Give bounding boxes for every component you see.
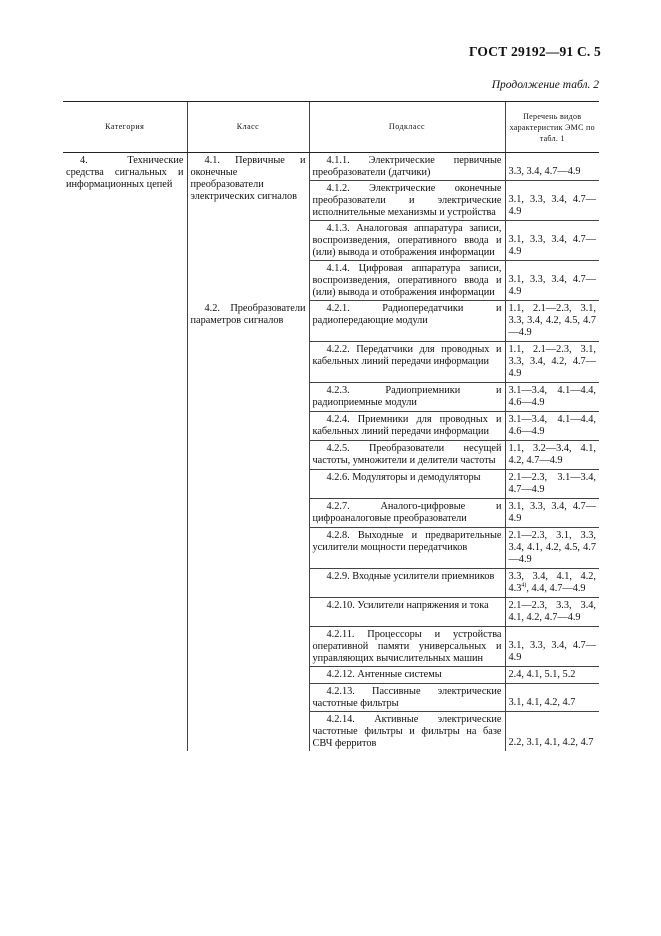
page-header: ГОСТ 29192—91 С. 5: [468, 44, 601, 59]
table-continuation-label: Продолжение табл. 2: [491, 79, 599, 91]
emc-reference-cell: 3.3, 3.4, 4.7—4.9: [505, 153, 599, 181]
subclass-cell: 4.2.13. Пассивные электрические частотные фильтры: [309, 684, 505, 712]
category-cell: 4. Технические средства сигнальных и информационных цепей: [66, 155, 184, 190]
emc-reference-cell: 3.1, 3.3, 3.4, 4.7—4.9: [505, 261, 599, 301]
table-header-row: [63, 102, 599, 153]
subclass-cell: 4.1.4. Цифровая аппаратура записи, воспроизведения, оперативного ввода и (или) вывода и отображения информации: [309, 261, 505, 301]
emc-reference-cell: 3.1, 4.1, 4.2, 4.7: [505, 684, 599, 712]
subclass-cell: 4.2.4. Приемники для проводных и кабельных линий передачи информации: [309, 412, 505, 441]
emc-reference-cell: 2.1—2.3, 3.3, 3.4, 4.1, 4.2, 4.7—4.9: [505, 598, 599, 627]
subclass-cell: 4.2.2. Передатчики для проводных и кабельных линий передачи информации: [309, 342, 505, 383]
subclass-cell: 4.2.10. Усилители напряжения и тока: [309, 598, 505, 627]
column-header-class: Класс: [187, 102, 309, 153]
column-header-emc-list: Перечень видов характеристик ЭМС по табл. 1: [505, 102, 599, 153]
emc-reference-cell: 2.2, 3.1, 4.1, 4.2, 4.7: [505, 712, 599, 752]
column-header-category: Категория: [63, 102, 187, 153]
emc-reference-cell: 3.1, 3.3, 3.4, 4.7—4.9: [505, 499, 599, 528]
footnote-marker: 4): [521, 582, 527, 589]
emc-reference-cell: 3.3, 3.4, 4.1, 4.2, 4.3$^{4)}$, 4.4, 4.7—4.9: [505, 569, 599, 598]
class-cell: 4.1. Первичные и оконечные преобразователи электрических сигналов: [187, 153, 309, 301]
emc-reference-cell: 3.1—3.4, 4.1—4.4, 4.6—4.9: [505, 383, 599, 412]
emc-reference-cell: 3.1, 3.3, 3.4, 4.7—4.9: [505, 221, 599, 261]
table-row: [63, 153, 599, 181]
emc-reference-cell: 2.4, 4.1, 5.1, 5.2: [505, 667, 599, 684]
emc-reference-cell: 2.1—2.3, 3.1—3.4, 4.7—4.9: [505, 470, 599, 499]
subclass-cell: 4.2.1. Радиопередатчики и радиопередающие модули: [309, 301, 505, 342]
subclass-cell: 4.1.2. Электрические оконечные преобразователи и электрические исполнительные механизмы и устройства: [309, 181, 505, 221]
emc-reference-cell: 1.1, 3.2—3.4, 4.1, 4.2, 4.7—4.9: [505, 441, 599, 470]
class-cell: 4.2. Преобразователи параметров сигналов: [187, 301, 309, 752]
classification-table: [63, 101, 599, 751]
emc-reference-cell: 3.1, 3.3, 3.4, 4.7—4.9: [505, 181, 599, 221]
subclass-cell: 4.2.7. Аналого-цифровые и цифроаналоговые преобразователи: [309, 499, 505, 528]
subclass-cell: 4.2.5. Преобразователи несущей частоты, умножители и делители частоты: [309, 441, 505, 470]
emc-reference-cell: 1.1, 2.1—2.3, 3.1, 3.3, 3.4, 4.2, 4.7—4.9: [505, 342, 599, 383]
emc-reference-cell: 3.1—3.4, 4.1—4.4, 4.6—4.9: [505, 412, 599, 441]
emc-reference-cell: 1.1, 2.1—2.3, 3.1, 3.3, 3.4, 4.2, 4.5, 4.7—4.9: [505, 301, 599, 342]
subclass-cell: 4.2.9. Входные усилители приемников: [309, 569, 505, 598]
subclass-cell: 4.2.14. Активные электрические частотные фильтры и фильтры на базе СВЧ ферритов: [309, 712, 505, 752]
subclass-cell: 4.2.8. Выходные и предварительные усилители мощности передатчиков: [309, 528, 505, 569]
subclass-cell: 4.1.1. Электрические первичные преобразователи (датчики): [309, 153, 505, 181]
emc-reference-cell: 2.1—2.3, 3.1, 3.3, 3.4, 4.1, 4.2, 4.5, 4.7—4.9: [505, 528, 599, 569]
subclass-cell: 4.2.3. Радиоприемники и радиоприемные модули: [309, 383, 505, 412]
subclass-cell: 4.2.12. Антенные системы: [309, 667, 505, 684]
emc-reference-cell: 3.1, 3.3, 3.4, 4.7—4.9: [505, 627, 599, 667]
column-header-subclass: Подкласс: [309, 102, 505, 153]
subclass-cell: 4.2.6. Модуляторы и демодуляторы: [309, 470, 505, 499]
subclass-cell: 4.1.3. Аналоговая аппаратура записи, воспроизведения, оперативного ввода и (или) вывода и отображения информации: [309, 221, 505, 261]
subclass-cell: 4.2.11. Процессоры и устройства оперативной памяти универсальных и управляющих вычислительных машин: [309, 627, 505, 667]
